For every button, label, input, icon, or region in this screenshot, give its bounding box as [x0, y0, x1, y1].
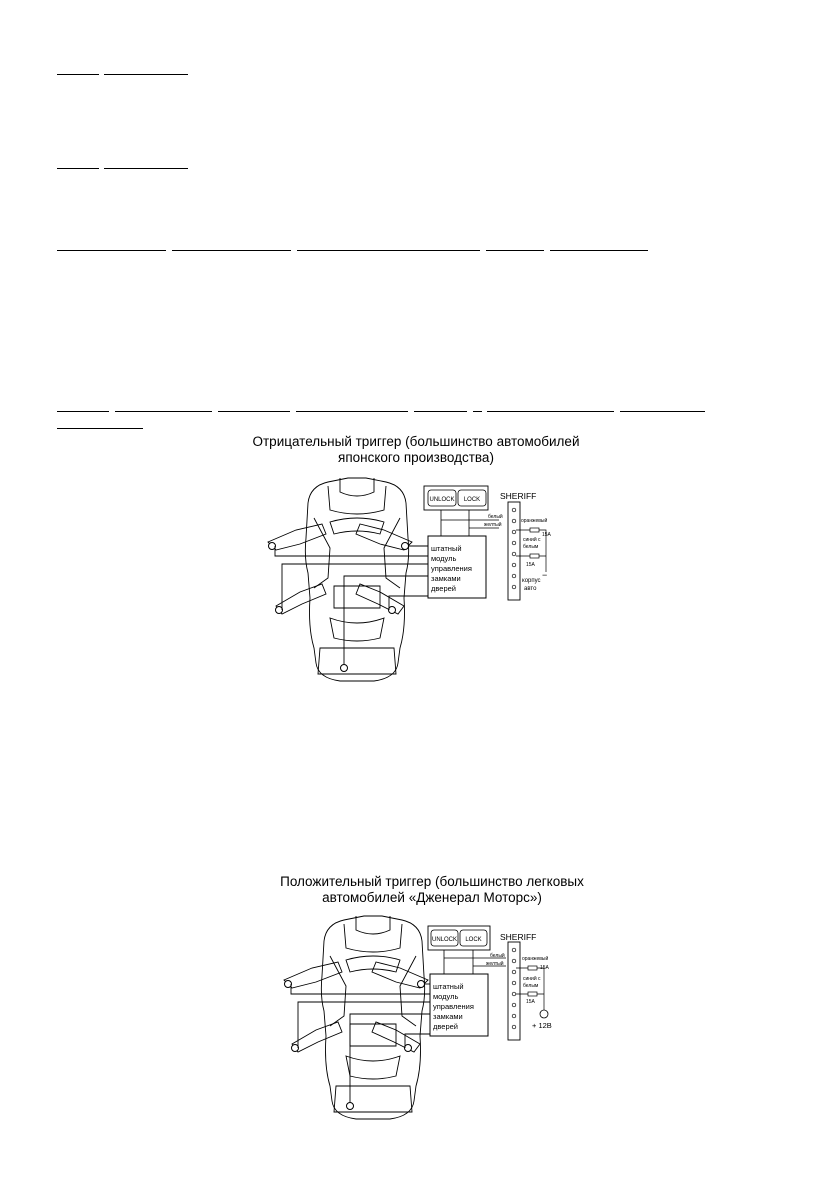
module-line-4: замками — [433, 1012, 463, 1021]
lock-label: LOCK — [463, 497, 481, 503]
fuse-bottom — [528, 992, 537, 996]
unlock-label: UNLOCK — [431, 937, 458, 943]
module-line-3: управления — [433, 1002, 474, 1011]
module-line-4: замками — [431, 574, 461, 583]
lock-actuator-front-right — [402, 543, 409, 550]
module-line-3: управления — [431, 564, 472, 573]
front-left-door — [284, 962, 342, 988]
wire-orange: оранжевый — [522, 956, 549, 962]
fuse-top — [528, 966, 537, 970]
door-wiring — [275, 546, 428, 664]
diagram-1-caption-line2: японского производства) — [338, 450, 494, 465]
fuse-bottom-label: 15A — [526, 999, 535, 1005]
module-line-2: модуль — [433, 992, 459, 1001]
wire-yellow: желтый — [484, 522, 502, 528]
fuse-top — [530, 528, 539, 532]
wire-yellow: желтый — [486, 961, 504, 967]
diagram-2-caption-line2: автомобилей «Дженерал Моторс») — [322, 890, 542, 905]
lock-actuator-rear-right — [405, 1045, 412, 1052]
car-top-view — [305, 478, 408, 681]
wire-white: белый — [490, 953, 505, 959]
module-line-1: штатный — [431, 544, 462, 553]
fuse-bottom — [530, 554, 539, 558]
brand-label: SHERIFF — [500, 491, 537, 501]
lock-label: LOCK — [465, 937, 482, 943]
module-line-5: дверей — [431, 584, 456, 593]
lock-actuator-front-left — [269, 543, 276, 550]
diagram-2-caption-line1: Положительный триггер (большинство легковых — [280, 874, 584, 889]
lock-actuator-rear-right — [389, 607, 396, 614]
module-line-1: штатный — [433, 982, 464, 991]
rear-left-door — [292, 1022, 342, 1052]
wire-blue-white-2: белым — [523, 544, 539, 550]
ground-sign: − — [542, 570, 548, 580]
power-terminal — [540, 1010, 548, 1018]
fuse-top-label: 15A — [540, 965, 549, 971]
lock-actuator-trunk — [341, 665, 348, 672]
unlock-label: UNLOCK — [429, 497, 455, 503]
connector-pins — [512, 508, 516, 589]
diagram-1 — [268, 478, 552, 681]
door-wiring — [291, 984, 430, 1102]
diagram-1-caption-line1: Отрицательный триггер (большинство автомобилей — [252, 434, 580, 449]
wire-orange: оранжевый — [521, 518, 548, 524]
module-line-2: модуль — [431, 554, 457, 563]
lock-actuator-front-left — [285, 981, 292, 988]
ground-label-1: корпус — [522, 578, 541, 584]
lock-actuator-front-right — [418, 981, 425, 988]
lock-actuator-trunk — [347, 1103, 354, 1110]
diagram-2 — [284, 916, 552, 1119]
wire-blue-white-2: белым — [523, 983, 539, 989]
power-label: + 12В — [532, 1021, 552, 1030]
fuse-top-label: 15A — [542, 532, 551, 538]
fuse-bottom-label: 15A — [526, 562, 535, 568]
connector-pins — [512, 948, 516, 1029]
wire-blue-white-1: синий с — [523, 976, 541, 982]
module-line-5: дверей — [433, 1022, 458, 1031]
car-top-view — [321, 916, 424, 1119]
ground-label-2: авто — [524, 586, 537, 592]
brand-label: SHERIFF — [500, 932, 537, 942]
wire-blue-white-1: синий с — [523, 537, 541, 543]
rear-left-door — [276, 584, 326, 614]
lock-actuator-rear-left — [276, 607, 283, 614]
wire-white: белый — [488, 514, 503, 520]
lock-actuator-rear-left — [292, 1045, 299, 1052]
front-left-door — [268, 524, 326, 550]
